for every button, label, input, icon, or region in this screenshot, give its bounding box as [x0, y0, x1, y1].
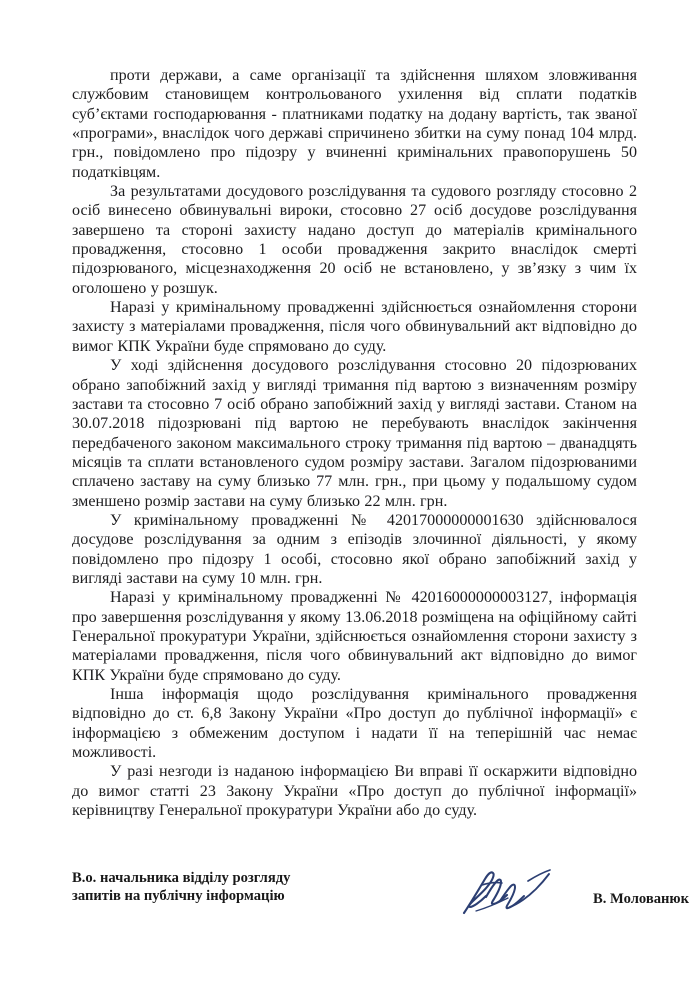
paragraph-1: проти держави, а саме організації та здійснення шляхом зловживання службовим становищем контрольованого ухилення від сплати податків суб’єктами господарювання - платниками податку на додану вартість, так званої «програми», внаслідок чого державі спричинено збитки на суму понад 104 млрд. грн., повідомлено про підозру у вчиненні кримінальних правопорушень 50 податківцям.	[72, 67, 637, 181]
paragraph-3: Наразі у кримінальному провадженні здійснюється ознайомлення сторони захисту з матеріалами провадження, після чого обвинувальний акт відповідно до вимог КПК України буде спрямовано до суду.	[72, 299, 637, 355]
paragraph-6: Наразі у кримінальному провадженні № 42016000000003127, інформація про завершення розслідування у якому 13.06.2018 розміщена на офіційному сайті Генеральної прокуратури України, здійснюється ознайомлення сторони захисту з матеріалами провадження, після чого обвинувальний акт відповідно до вимог КПК України буде спрямовано до суду.	[72, 589, 637, 684]
paragraph-7: Інша інформація щодо розслідування кримінального провадження відповідно до ст. 6,8 Закону України «Про доступ до публічної інформації» є інформацією з обмеженим доступом і надати її на теперішній час немає можливості.	[72, 686, 637, 762]
signatory-position-line-1: В.о. начальника відділу розгляду	[72, 870, 291, 886]
paragraph-2: За результатами досудового розслідування та судового розгляду стосовно 2 осіб винесено обвинувальні вироки, стосовно 27 осіб досудове розслідування завершено та стороні захисту надано доступ до матеріалів кримінального провадження, стосовно 1 особи провадження закрито внаслідок смерті підозрюваного, місцезнаходження 20 осіб не встановлено, у зв’язку з чим їх оголошено у розшук.	[72, 183, 637, 297]
paragraph-4: У ході здійснення досудового розслідування стосовно 20 підозрюваних обрано запобіжний захід у вигляді тримання під вартою з визначенням розміру застави та стосовно 7 осіб обрано запобіжний захід у вигляді застави. Станом на 30.07.2018 підозрювані під вартою не перебувають внаслідок закінчення передбаченого законом максимального строку тримання під вартою – дванадцять місяців та сплати встановленого судом розміру застави. Загалом підозрюваними сплачено заставу на суму близько 77 млн. грн., при цьому у подальшому судом зменшено розмір застави на суму близько 22 млн. грн.	[72, 357, 637, 510]
signature-block	[72, 869, 689, 929]
signatory-name: В. Молованюк	[593, 891, 689, 907]
document-body	[72, 66, 637, 820]
signatory-position	[72, 869, 402, 906]
signatory-position-line-2: запитів на публічну інформацію	[72, 888, 285, 905]
paragraph-8: У разі незгоди із наданою інформацією Ви вправі її оскаржити відповідно до вимог статті 23 Закону України «Про доступ до публічної інформації» керівництву Генеральної прокуратури України або до суду.	[72, 763, 637, 820]
paragraph-5: У кримінальному провадженні № 42017000000001630 здійснювалося досудове розслідування за одним з епізодів злочинної діяльності, у якому повідомлено про підозру 1 особі, стосовно якої обрано запобіжний захід у вигляді застави на суму 10 млн. грн.	[72, 511, 637, 587]
